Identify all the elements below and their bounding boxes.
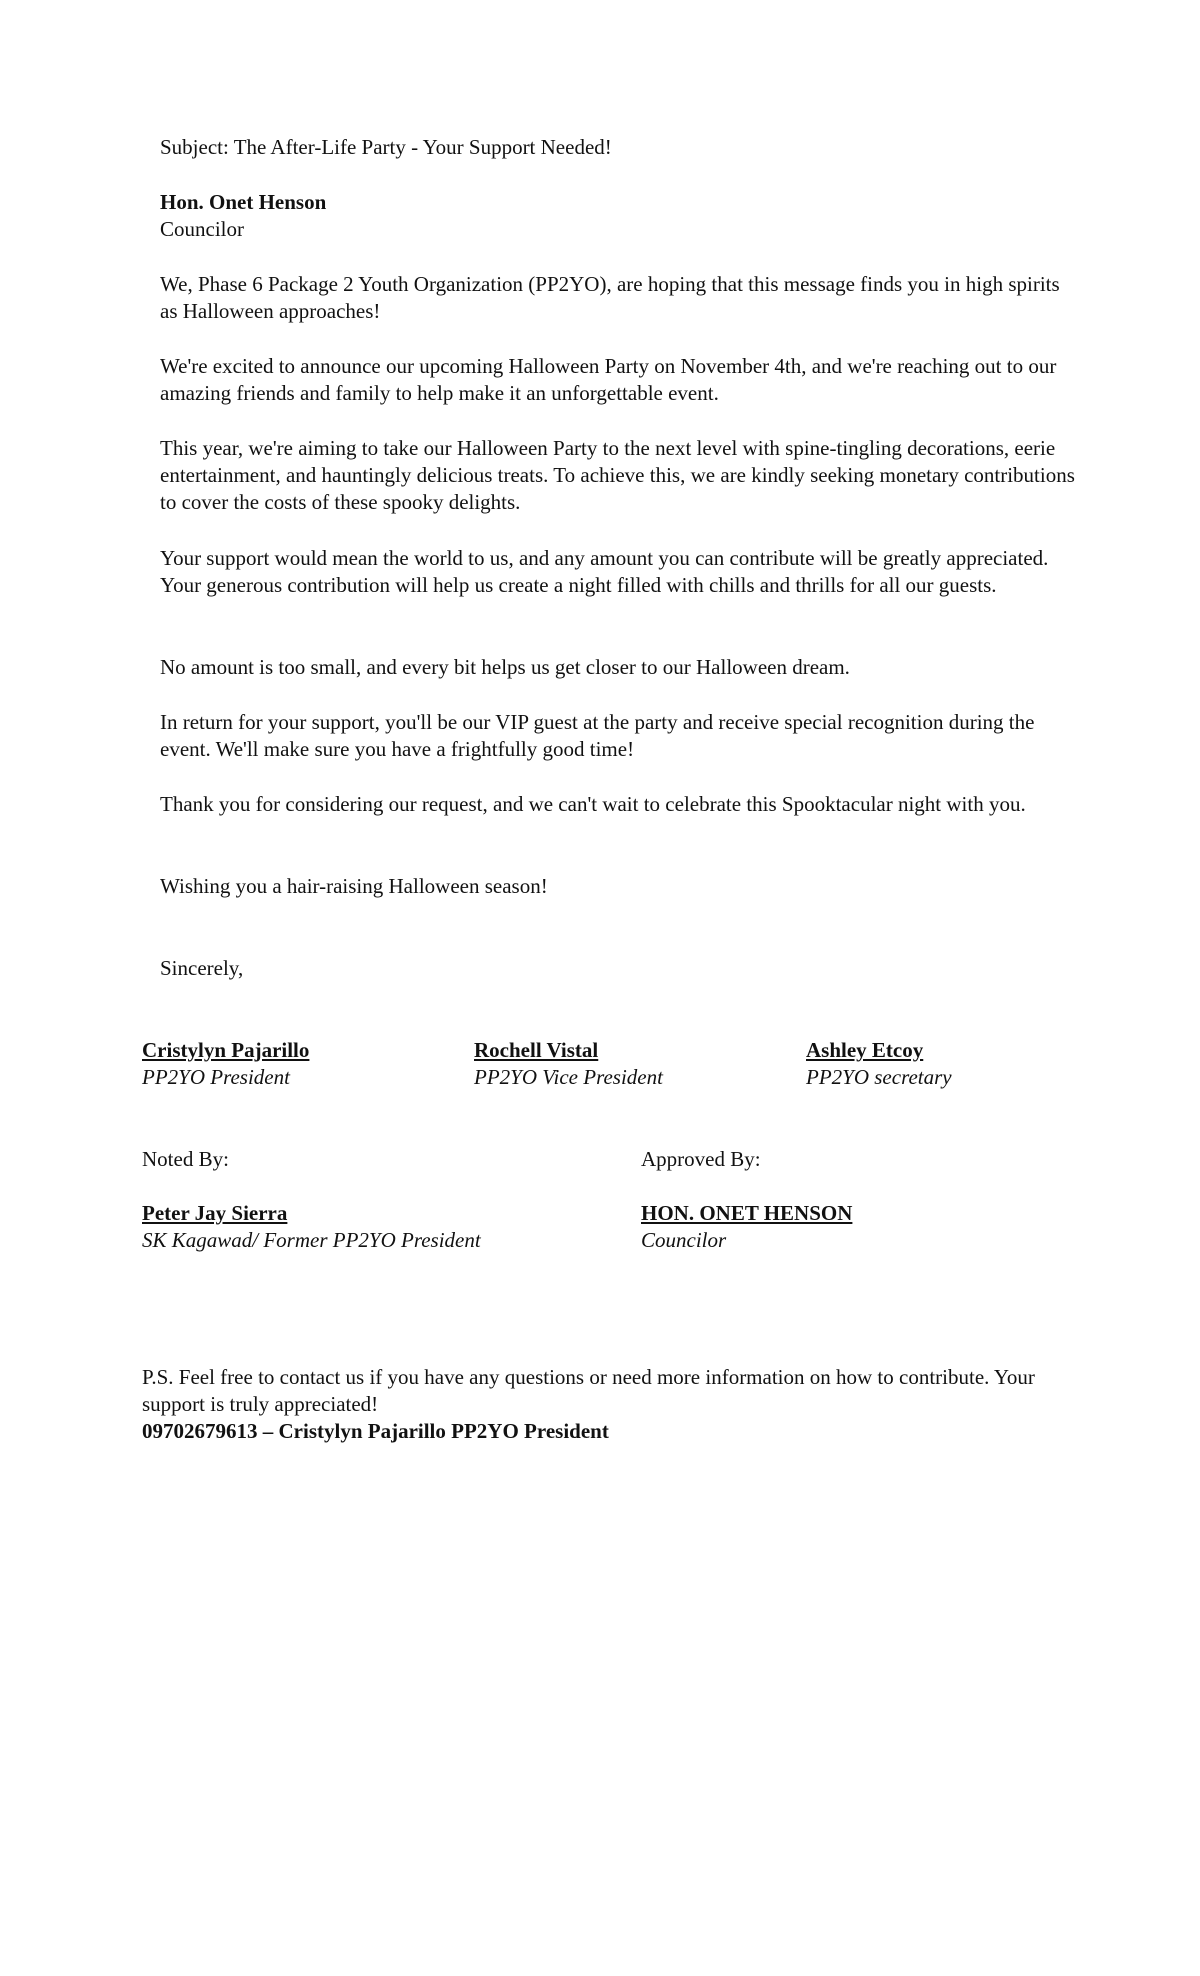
- paragraph-thanks: Thank you for considering our request, and we can't wait to celebrate this Spooktacular night with you.: [160, 792, 1026, 816]
- noted-by-name: Peter Jay Sierra: [142, 1201, 288, 1225]
- paragraph-vip: In return for your support, you'll be our VIP guest at the party and receive special recognition during the event. We'll make sure you have a frightfully good time!: [160, 710, 1035, 761]
- recipient-name: Hon. Onet Henson: [160, 190, 327, 214]
- signatory-name: Rochell Vistal: [474, 1038, 599, 1062]
- paragraph-request: This year, we're aiming to take our Halloween Party to the next level with spine-tingling decorations, eerie entertainment, and hauntingly delicious treats. To achieve this, we are kindly seeking monetary contributions to cover the costs of these spooky delights.: [160, 436, 1075, 514]
- recipient-title: Councilor: [160, 217, 244, 241]
- signatory-title: PP2YO Vice President: [474, 1065, 663, 1089]
- paragraph-amount: No amount is too small, and every bit helps us get closer to our Halloween dream.: [160, 655, 850, 679]
- signatory-title: PP2YO President: [142, 1065, 290, 1089]
- signatory-vice-president: [474, 1037, 794, 1091]
- noted-by-signatory: [142, 1200, 622, 1254]
- approved-by-label: Approved By:: [641, 1147, 761, 1171]
- signatory-secretary: [806, 1037, 1126, 1091]
- approved-by-name: HON. ONET HENSON: [641, 1201, 853, 1225]
- approved-by-signatory: [641, 1200, 1121, 1254]
- closing: Sincerely,: [160, 956, 244, 980]
- postscript-text: P.S. Feel free to contact us if you have any questions or need more information on how to contribute. Your support is truly appreciated!: [142, 1365, 1035, 1416]
- noted-by-title: SK Kagawad/ Former PP2YO President: [142, 1228, 481, 1252]
- signatory-title: PP2YO secretary: [806, 1065, 952, 1089]
- postscript-contact: 09702679613 – Cristylyn Pajarillo PP2YO President: [142, 1419, 609, 1443]
- noted-by-label: Noted By:: [142, 1147, 229, 1171]
- paragraph-announcement: We're excited to announce our upcoming Halloween Party on November 4th, and we're reaching out to our amazing friends and family to help make it an unforgettable event.: [160, 354, 1057, 405]
- signatory-name: Cristylyn Pajarillo: [142, 1038, 310, 1062]
- paragraph-intro: We, Phase 6 Package 2 Youth Organization (PP2YO), are hoping that this message finds you in high spirits as Halloween approaches!: [160, 272, 1060, 323]
- approved-by-title: Councilor: [641, 1228, 727, 1252]
- paragraph-wishes: Wishing you a hair-raising Halloween season!: [160, 874, 548, 898]
- signatory-name: Ashley Etcoy: [806, 1038, 924, 1062]
- signatory-president: [142, 1037, 462, 1091]
- subject-line: Subject: The After-Life Party - Your Support Needed!: [160, 135, 612, 159]
- paragraph-support: Your support would mean the world to us, and any amount you can contribute will be greatly appreciated. Your generous contribution will help us create a night filled with chills and thrills for all our guests.: [160, 546, 1049, 597]
